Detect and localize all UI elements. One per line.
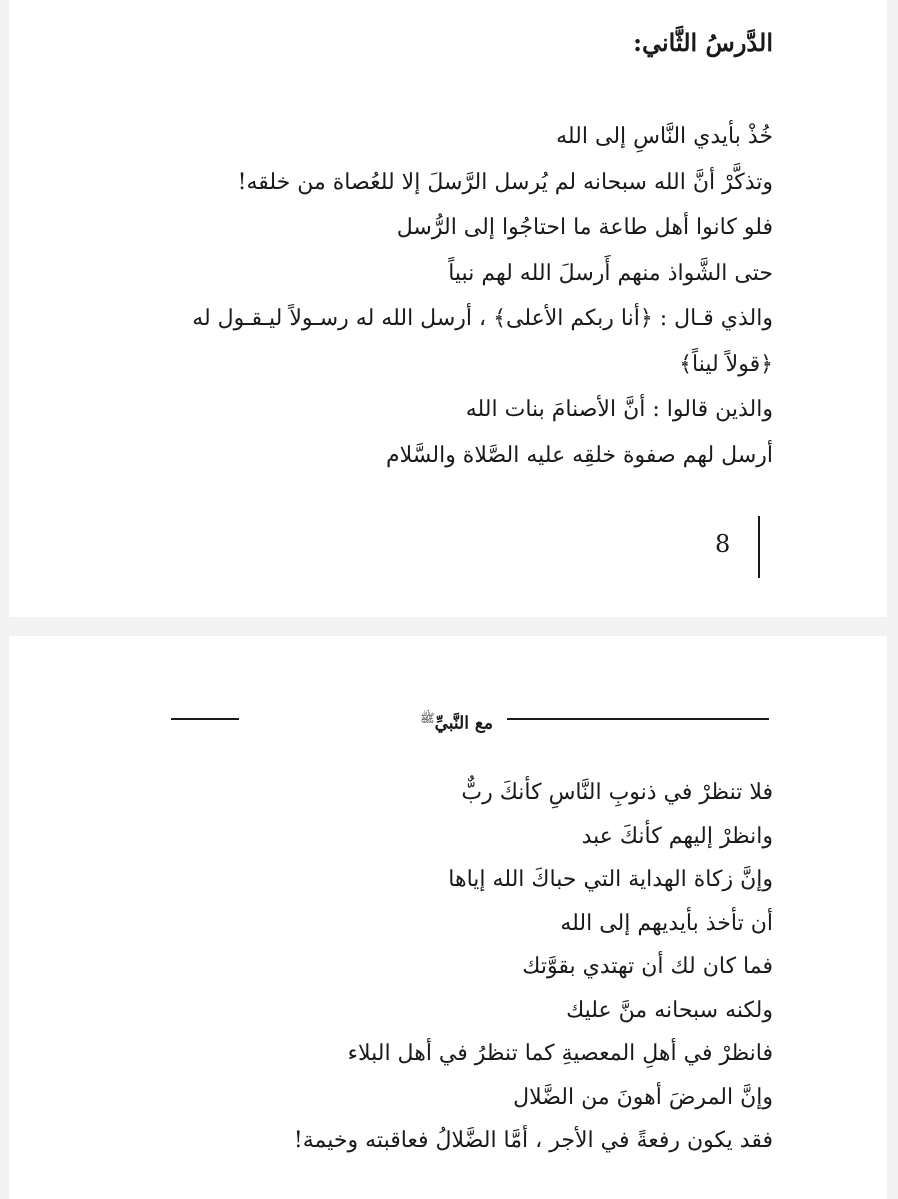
text-line: ولكنه سبحانه منَّ عليك xyxy=(566,997,773,1023)
salutation-glyph: ﷺ xyxy=(420,711,435,725)
running-header-title xyxy=(420,706,493,736)
lesson-text xyxy=(192,114,773,478)
text-line: ﴿قولاً ليناً﴾ xyxy=(679,351,773,377)
text-line: وإنَّ المرضَ أهونَ من الضَّلال xyxy=(513,1084,773,1110)
lesson-text-continued xyxy=(294,771,773,1163)
header-rule-left xyxy=(171,718,239,720)
text-line: وانظرْ إليهم كأنكَ عبد xyxy=(581,823,773,849)
running-header-text: مع النَّبيِّ xyxy=(434,713,493,734)
book-page-bottom xyxy=(9,636,887,1199)
text-line: حتى الشَّواذ منهم أَرسلَ الله لهم نبياً xyxy=(448,260,773,286)
page-number-divider xyxy=(758,516,760,578)
running-header xyxy=(171,706,769,734)
text-line: وإنَّ زكاة الهداية التي حباكَ الله إياها xyxy=(448,867,773,892)
text-line: والذين قالوا : أنَّ الأصنامَ بنات الله xyxy=(465,397,773,422)
book-page-top xyxy=(9,0,887,617)
header-rule-right xyxy=(507,718,769,720)
text-line: أن تأخذ بأيديهم إلى الله xyxy=(560,910,773,936)
text-line: فانظرْ في أهلِ المعصيةِ كما تنظرُ في أهل البلاء xyxy=(347,1041,773,1066)
text-line: أرسل لهم صفوة خلقِه عليه الصَّلاة والسَّلام xyxy=(386,442,773,468)
text-line: وتذكَّرْ أنَّ الله سبحانه لم يُرسل الرَّسلَ إلا للعُصاة من خلقه! xyxy=(237,169,773,195)
lesson-title: الدَّرسُ الثَّاني: xyxy=(633,28,773,57)
text-line: فلا تنظرْ في ذنوبِ النَّاسِ كأنكَ ربٌّ xyxy=(461,780,773,805)
text-line: فقد يكون رفعةً في الأجر ، أمَّا الضَّلالُ فعاقبته وخيمة! xyxy=(293,1128,773,1153)
text-line: والذي قـال : ﴿أنا ربكم الأعلى﴾ ، أرسل الله له رسـولاً ليـقـول له xyxy=(192,306,773,331)
text-line: فلو كانوا أهل طاعة ما احتاجُوا إلى الرُّسل xyxy=(396,215,773,240)
text-line: فما كان لك أن تهتدي بقوَّتك xyxy=(522,954,773,979)
page-number: 8 xyxy=(715,530,731,558)
text-line: خُذْ بأيدي النَّاسِ إلى الله xyxy=(556,124,773,149)
